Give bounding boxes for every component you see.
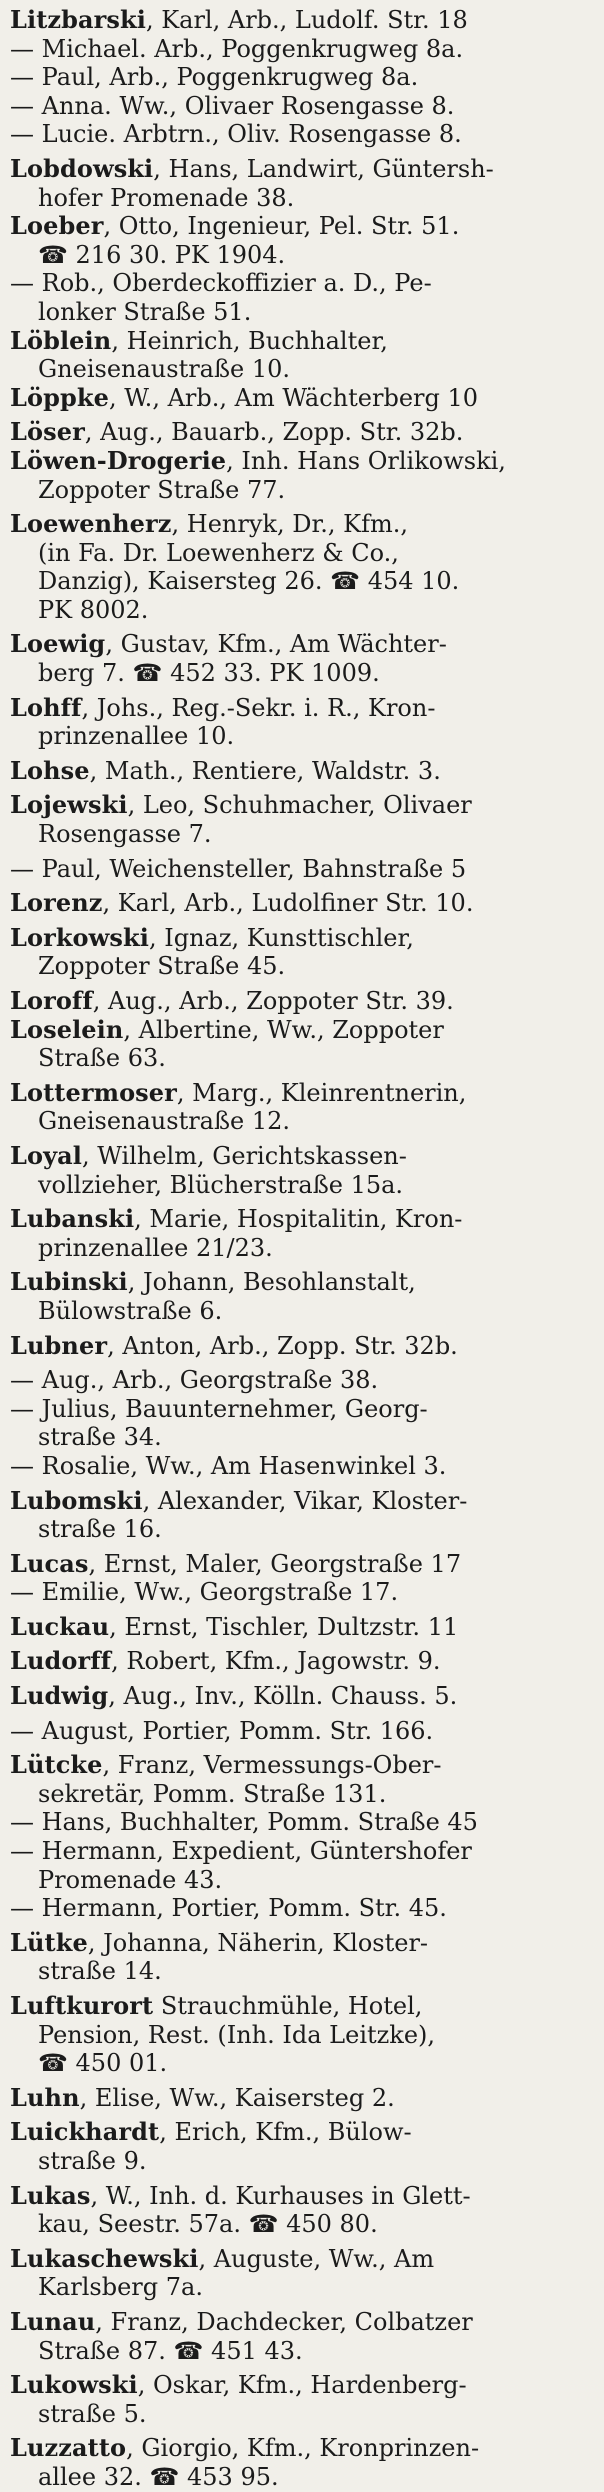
- entry-surname: Lukowski: [10, 2371, 138, 2400]
- entry-line: Lorkowski, Ignaz, Kunsttischler,: [10, 923, 414, 952]
- entry-surname: Lukaschewski: [10, 2244, 199, 2273]
- entry-line: Lukaschewski, Auguste, Ww., Am: [10, 2244, 435, 2273]
- entry-continuation-line: Straße 87. ☎ 451 43.: [38, 2336, 303, 2365]
- entry-line: Lubinski, Johann, Besohlanstalt,: [10, 1268, 416, 1297]
- directory-entry: [10, 2434, 596, 2491]
- directory-entry: [10, 1647, 596, 1676]
- entry-surname: Luhn: [10, 2083, 80, 2112]
- entry-surname: Lucas: [10, 1549, 89, 1578]
- entry-surname: Lohse: [10, 756, 90, 785]
- entry-surname: Luickhardt: [10, 2118, 160, 2147]
- directory-entry: [10, 1808, 596, 1837]
- entry-continuation-line: berg 7. ☎ 452 33. PK 1009.: [38, 659, 380, 688]
- entry-surname: Loewig: [10, 630, 106, 659]
- entry-line: — Michael. Arb., Poggenkrugweg 8a.: [10, 34, 464, 63]
- entry-surname: Loewenherz: [10, 510, 172, 539]
- directory-entry: [10, 2245, 596, 2302]
- entry-surname: Loroff: [10, 987, 93, 1015]
- directory-entry: [10, 2182, 596, 2239]
- directory-entry: [10, 1894, 596, 1923]
- entry-continuation-line: ☎ 450 01.: [38, 2049, 168, 2078]
- directory-entry: [10, 418, 596, 447]
- entry-line: Loeber, Otto, Ingenieur, Pel. Str. 51.: [10, 212, 460, 241]
- entry-surname: Ludorff: [10, 1647, 112, 1676]
- entry-continuation-line: allee 32. ☎ 453 95.: [38, 2462, 279, 2491]
- entry-line: Löser, Aug., Bauarb., Zopp. Str. 32b.: [10, 418, 464, 447]
- directory-entry: [10, 1682, 596, 1711]
- directory-entry: [10, 2118, 596, 2175]
- entry-line: Lubner, Anton, Arb., Zopp. Str. 32b.: [10, 1331, 458, 1360]
- entry-line: Ludorff, Robert, Kfm., Jagowstr. 9.: [10, 1647, 441, 1676]
- entry-line: — Rosalie, Ww., Am Hasenwinkel 3.: [10, 1451, 447, 1480]
- entry-continuation-line: straße 5.: [38, 2399, 147, 2428]
- directory-entry: [10, 1929, 596, 1986]
- entry-continuation-line: prinzenallee 21/23.: [38, 1233, 273, 1262]
- entry-continuation-line: Danzig), Kaisersteg 26. ☎ 454 10.: [38, 567, 460, 596]
- directory-entry: [10, 92, 596, 121]
- directory-entry: [10, 63, 596, 92]
- entry-line: — Paul, Weichensteller, Bahnstraße 5: [10, 854, 467, 883]
- directory-entry: [10, 1550, 596, 1579]
- directory-entry: [10, 6, 596, 35]
- directory-entry: [10, 1487, 596, 1544]
- entry-surname: Lubner: [10, 1331, 108, 1360]
- entry-line: Litzbarski, Karl, Arb., Ludolf. Str. 18: [10, 6, 468, 34]
- directory-entry: [10, 791, 596, 848]
- entry-continuation-line: Bülowstraße 6.: [38, 1296, 223, 1325]
- entry-continuation-line: Promenade 43.: [38, 1865, 223, 1894]
- entry-line: Lukowski, Oskar, Kfm., Hardenberg-: [10, 2371, 467, 2400]
- entry-line: Luhn, Elise, Ww., Kaisersteg 2.: [10, 2083, 395, 2112]
- directory-entry: [10, 1578, 596, 1607]
- entry-surname: Lubomski: [10, 1486, 143, 1515]
- entry-line: — August, Portier, Pomm. Str. 166.: [10, 1716, 434, 1745]
- entry-surname: Lunau: [10, 2307, 96, 2336]
- entry-line: — Hans, Buchhalter, Pomm. Straße 45: [10, 1808, 478, 1837]
- entry-surname: Lojewski: [10, 791, 128, 820]
- entry-surname: Lorkowski: [10, 923, 149, 952]
- directory-entry: [10, 1452, 596, 1481]
- entry-surname: Lukas: [10, 2181, 91, 2210]
- entry-surname: Litzbarski: [10, 6, 146, 34]
- directory-entry: [10, 1016, 596, 1073]
- entry-surname: Lobdowski: [10, 154, 154, 183]
- entry-continuation-line: Zoppoter Straße 77.: [38, 475, 286, 504]
- directory-entry: [10, 1332, 596, 1361]
- entry-surname: Löppke: [10, 383, 109, 412]
- entry-surname: Luftkurort: [10, 1992, 154, 2020]
- directory-entry: [10, 987, 596, 1016]
- entry-line: — Aug., Arb., Georgstraße 38.: [10, 1366, 379, 1395]
- entry-line: Luckau, Ernst, Tischler, Dultzstr. 11: [10, 1612, 459, 1641]
- entry-surname: Löwen-Drogerie: [10, 446, 227, 475]
- entry-continuation-line: straße 34.: [38, 1423, 162, 1452]
- directory-entry: [10, 327, 596, 384]
- directory-entry: [10, 1992, 596, 2078]
- directory-entry: [10, 120, 596, 149]
- entry-surname: Loeber: [10, 212, 104, 241]
- entry-line: Lucas, Ernst, Maler, Georgstraße 17: [10, 1549, 462, 1578]
- entry-continuation-line: Zoppoter Straße 45.: [38, 952, 286, 981]
- directory-entry: [10, 1142, 596, 1199]
- directory-entry: [10, 155, 596, 212]
- directory-entry: [10, 924, 596, 981]
- entry-line: Lorenz, Karl, Arb., Ludolfiner Str. 10.: [10, 889, 474, 918]
- entry-continuation-line: (in Fa. Dr. Loewenherz & Co.,: [38, 538, 399, 567]
- entry-continuation-line: Straße 63.: [38, 1044, 166, 1073]
- directory-entry: [10, 269, 596, 326]
- entry-surname: Lubinski: [10, 1268, 128, 1297]
- entry-line: Loyal, Wilhelm, Gerichtskassen-: [10, 1141, 407, 1170]
- entry-line: — Hermann, Portier, Pomm. Str. 45.: [10, 1894, 447, 1923]
- entry-continuation-line: Gneisenaustraße 12.: [38, 1107, 291, 1136]
- entry-line: Lukas, W., Inh. d. Kurhauses in Glett-: [10, 2181, 471, 2210]
- entry-line: Loroff, Aug., Arb., Zoppoter Str. 39.: [10, 987, 454, 1015]
- entry-continuation-line: Gneisenaustraße 10.: [38, 355, 291, 384]
- entry-surname: Lütke: [10, 1928, 88, 1957]
- entry-line: Luzzatto, Giorgio, Kfm., Kronprinzen-: [10, 2434, 480, 2463]
- directory-entry: [10, 35, 596, 64]
- entry-line: Löwen-Drogerie, Inh. Hans Orlikowski,: [10, 446, 506, 475]
- entry-line: Lubanski, Marie, Hospitalitin, Kron-: [10, 1205, 463, 1234]
- entry-line: Luickhardt, Erich, Kfm., Bülow-: [10, 2118, 412, 2147]
- entry-surname: Lorenz: [10, 889, 103, 918]
- entry-line: — Emilie, Ww., Georgstraße 17.: [10, 1578, 399, 1607]
- entry-line: Loewenherz, Henryk, Dr., Kfm.,: [10, 510, 409, 539]
- directory-entry: [10, 1751, 596, 1808]
- entry-surname: Luzzatto: [10, 2434, 127, 2463]
- entry-line: Lütcke, Franz, Vermessungs-Ober-: [10, 1751, 442, 1780]
- directory-entry: [10, 1366, 596, 1395]
- entry-continuation-line: kau, Seestr. 57a. ☎ 450 80.: [38, 2210, 378, 2239]
- directory-entry: [10, 384, 596, 413]
- directory-entry: [10, 2371, 596, 2428]
- entry-line: Lunau, Franz, Dachdecker, Colbatzer: [10, 2307, 473, 2336]
- entry-surname: Lubanski: [10, 1205, 135, 1234]
- entry-line: Lütke, Johanna, Näherin, Kloster-: [10, 1928, 429, 1957]
- directory-entry: [10, 1079, 596, 1136]
- entry-line: — Lucie. Arbtrn., Oliv. Rosengasse 8.: [10, 120, 462, 149]
- entry-line: Luftkurort Strauchmühle, Hotel,: [10, 1992, 423, 2020]
- entry-line: Löppke, W., Arb., Am Wächterberg 10: [10, 383, 479, 412]
- entry-surname: Löser: [10, 418, 85, 447]
- entry-continuation-line: straße 16.: [38, 1515, 162, 1544]
- entry-continuation-line: sekretär, Pomm. Straße 131.: [38, 1779, 387, 1808]
- entry-continuation-line: PK 8002.: [38, 595, 149, 624]
- entry-continuation-line: hofer Promenade 38.: [38, 183, 295, 212]
- entry-continuation-line: Pension, Rest. (Inh. Ida Leitzke),: [38, 2020, 436, 2049]
- entry-line: Ludwig, Aug., Inv., Kölln. Chauss. 5.: [10, 1682, 458, 1711]
- entry-surname: Löblein: [10, 326, 112, 355]
- entry-surname: Luckau: [10, 1612, 110, 1641]
- entry-continuation-line: straße 14.: [38, 1957, 162, 1986]
- entry-line: Loewig, Gustav, Kfm., Am Wächter-: [10, 630, 447, 659]
- directory-entry: [10, 1395, 596, 1452]
- directory-entry: [10, 855, 596, 884]
- entry-surname: Lohff: [10, 693, 82, 722]
- entry-continuation-line: lonker Straße 51.: [38, 297, 252, 326]
- entry-surname: Lottermoser: [10, 1078, 177, 1107]
- entry-line: Löblein, Heinrich, Buchhalter,: [10, 326, 388, 355]
- entry-line: Lubomski, Alexander, Vikar, Kloster-: [10, 1486, 468, 1515]
- entry-line: Lobdowski, Hans, Landwirt, Güntersh-: [10, 154, 494, 183]
- entry-line: Lojewski, Leo, Schuhmacher, Olivaer: [10, 791, 472, 820]
- entry-line: Loselein, Albertine, Ww., Zoppoter: [10, 1015, 444, 1044]
- entry-continuation-line: Karlsberg 7a.: [38, 2273, 203, 2302]
- entry-line: — Julius, Bauunternehmer, Georg-: [10, 1394, 428, 1423]
- entry-continuation-line: Rosengasse 7.: [38, 820, 212, 849]
- directory-entry: [10, 889, 596, 918]
- directory-entry: [10, 447, 596, 504]
- entry-continuation-line: straße 9.: [38, 2146, 147, 2175]
- directory-entry: [10, 630, 596, 687]
- entry-continuation-line: prinzenallee 10.: [38, 722, 235, 751]
- directory-entry: [10, 757, 596, 786]
- directory-entry: [10, 212, 596, 269]
- entry-surname: Loselein: [10, 1015, 124, 1044]
- entry-line: — Anna. Ww., Olivaer Rosengasse 8.: [10, 91, 455, 120]
- entry-continuation-line: vollzieher, Blücherstraße 15a.: [38, 1170, 404, 1199]
- entry-line: — Paul, Arb., Poggenkrugweg 8a.: [10, 63, 419, 92]
- entry-surname: Ludwig: [10, 1682, 109, 1711]
- directory-entry: [10, 1268, 596, 1325]
- directory-entry: [10, 2084, 596, 2113]
- entry-line: Lottermoser, Marg., Kleinrentnerin,: [10, 1078, 467, 1107]
- entry-surname: Lütcke: [10, 1751, 103, 1780]
- entry-line: — Hermann, Expedient, Güntershofer: [10, 1837, 472, 1866]
- directory-entry: [10, 510, 596, 624]
- entry-line: — Rob., Oberdeckoffizier a. D., Pe-: [10, 269, 432, 298]
- directory-entry: [10, 1837, 596, 1894]
- entry-continuation-line: ☎ 216 30. PK 1904.: [38, 240, 286, 269]
- directory-entry: [10, 1717, 596, 1746]
- directory-entry: [10, 2308, 596, 2365]
- directory-entry: [10, 1205, 596, 1262]
- entry-surname: Loyal: [10, 1141, 82, 1170]
- directory-entry: [10, 1613, 596, 1642]
- entry-line: Lohse, Math., Rentiere, Waldstr. 3.: [10, 756, 441, 785]
- directory-entry: [10, 694, 596, 751]
- entry-line: Lohff, Johs., Reg.-Sekr. i. R., Kron-: [10, 693, 436, 722]
